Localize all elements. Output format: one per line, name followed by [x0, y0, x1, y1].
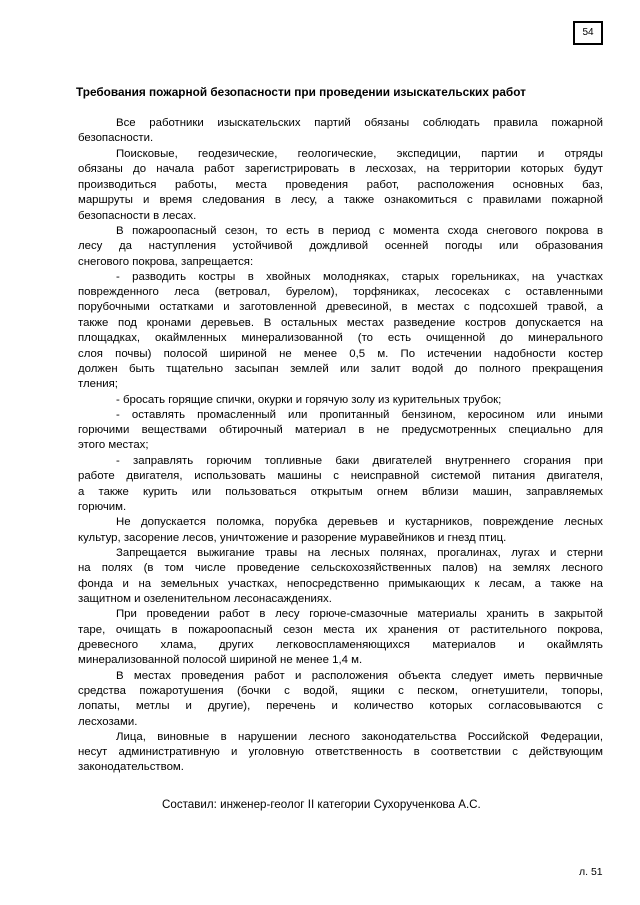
- author-signature-line: Составил: инженер-геолог II категории Сухорученкова А.С.: [162, 798, 481, 811]
- text-line: безопасности в лесах.: [78, 210, 197, 222]
- text-line: Поисковые, геодезические, геологические, экспедиции, партии и отряды: [116, 148, 603, 160]
- document-title: Требования пожарной безопасности при проведении изыскательских работ: [76, 85, 526, 99]
- text-line: снегового покрова, запрещается:: [78, 256, 254, 268]
- text-line: При проведении работ в лесу горюче-смазочные материалы хранить в закрытой: [116, 608, 603, 620]
- text-line: Не допускается поломка, порубка деревьев и кустарников, повреждение лесных: [116, 516, 603, 528]
- text-line: таре, очищать в пожароопасный сезон места их хранения от растительного покрова,: [78, 624, 603, 636]
- text-line: минерализованной полосой шириной не менее 1,4 м.: [78, 654, 363, 666]
- list-item-line: - бросать горящие спички, окурки и горячую золу из курительных трубок;: [116, 394, 502, 406]
- text-line: фонда и на земельных участках, непосредственно примыкающих к лесам, а также на: [78, 578, 603, 590]
- text-line: лесхозами.: [78, 716, 138, 728]
- text-line: тления;: [78, 378, 118, 390]
- list-item-line: - оставлять промасленный или пропитанный бензином, керосином или иными: [116, 409, 603, 421]
- text-line: Запрещается выжигание травы на лесных полянах, прогалинах, лугах и стерни: [116, 547, 603, 559]
- text-line: горючим.: [78, 501, 127, 513]
- list-item-line: - заправлять горючим топливные баки двигателей внутреннего сгорания при: [116, 455, 603, 467]
- text-line: а также курить или пользоваться открытым огнем вблизи машин, заправляемых: [78, 486, 603, 498]
- text-line: также под кронами деревьев. В остальных местах разведение костров допускается на: [78, 317, 603, 329]
- text-line: законодательством.: [78, 761, 184, 773]
- text-line: лесу да наступления устойчивой дождливой осенней погоды или образования: [78, 240, 603, 252]
- text-line: производиться работы, места проведения работ, расположения основных баз,: [78, 179, 603, 191]
- text-line: на полях (в том числе проведение сельскохозяйственных палов) на землях лесного: [78, 562, 603, 574]
- text-line: Все работники изыскательских партий обязаны соблюдать правила пожарной: [116, 117, 603, 129]
- text-line: горючими веществами обтирочный материал в не предусмотренных специально для: [78, 424, 603, 436]
- text-line: несут административную и уголовную ответственность в соответствии с действующим: [78, 746, 603, 758]
- text-line: культур, засорение лесов, уничтожение и разорение муравейников и гнезд птиц.: [78, 532, 507, 544]
- text-line: площадках, окаймленных минерализованной (то есть очищенной до минерального: [78, 332, 603, 344]
- text-line: поврежденного леса (ветровал, бурелом), торфяниках, лесосеках с оставленными: [78, 286, 603, 298]
- sheet-number: л. 51: [579, 866, 603, 878]
- text-line: Лица, виновные в нарушении лесного законодательства Российской Федерации,: [116, 731, 603, 743]
- text-line: этого местах;: [78, 439, 149, 451]
- text-line: В пожароопасный сезон, то есть в период с момента схода снегового покрова в: [116, 225, 603, 237]
- text-line: защитном и озеленительном лесонасаждениях.: [78, 593, 332, 605]
- text-line: безопасности.: [78, 132, 154, 144]
- text-line: В местах проведения работ и расположения объекта следует иметь первичные: [116, 670, 603, 682]
- text-line: маршруты и время следования в лесу, а также ознакомиться с правилами пожарной: [78, 194, 603, 206]
- text-line: средства пожаротушения (бочки с водой, ящики с песком, огнетушители, топоры,: [78, 685, 603, 697]
- list-item-line: - разводить костры в хвойных молодняках, старых горельниках, на участках: [116, 271, 603, 283]
- text-line: работе двигателя, использовать машины с неисправной системой питания двигателя,: [78, 470, 603, 482]
- text-line: слоя почвы) полосой шириной не менее 0,5 м. По истечении надобности костер: [78, 348, 603, 360]
- text-line: порубочными остатками и заготовленной древесиной, в местах с подсохшей травой, а: [78, 301, 603, 313]
- page-number-box: 54: [573, 21, 603, 45]
- text-line: древесного хлама, других легковоспламеняющихся материалов и окаймлять: [78, 639, 603, 651]
- text-line: обязаны до начала работ зарегистрировать в лесхозах, на территории которых будут: [78, 163, 603, 175]
- text-line: должен быть тщательно засыпан землей или залит водой до полного прекращения: [78, 363, 603, 375]
- text-line: лопаты, метлы и другие), перечень и количество которых согласовываются с: [78, 700, 603, 712]
